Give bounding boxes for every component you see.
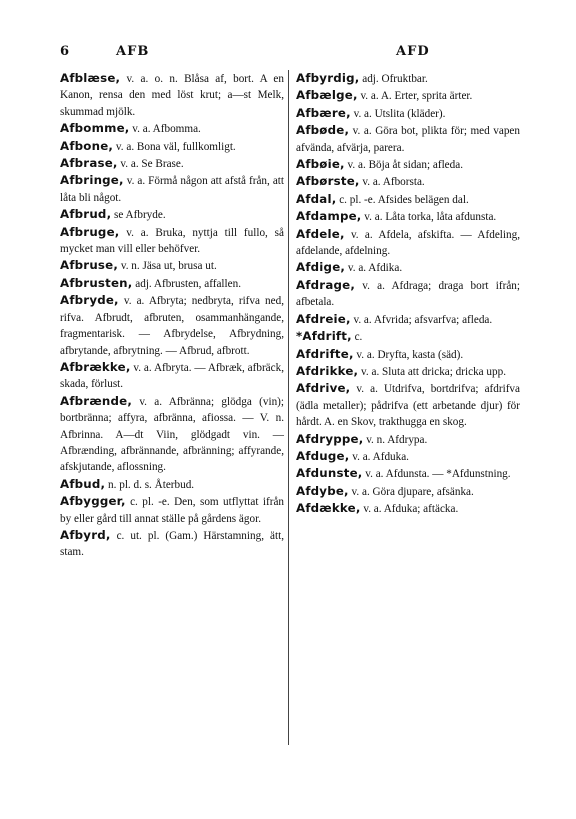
entry-definition: v. a. Förmå någon att afstå från, att låta bli något. — [60, 175, 284, 204]
page-header — [60, 44, 540, 64]
dictionary-entry — [60, 120, 284, 137]
entry-definition: v. n. Jäsa ut, brusa ut. — [118, 260, 217, 273]
entry-definition: v. a. A. Erter, sprita ärter. — [357, 90, 473, 103]
dictionary-entry — [60, 527, 284, 561]
dictionary-entry — [296, 70, 520, 87]
entry-headword: Afdække, — [296, 501, 361, 516]
dictionary-entry — [296, 311, 520, 328]
dictionary-entry — [296, 277, 520, 311]
entry-headword: *Afdrift, — [296, 329, 352, 344]
dictionary-entry — [60, 493, 284, 527]
dictionary-entry — [296, 380, 520, 430]
entry-headword: Afbringe, — [60, 173, 124, 188]
dictionary-entry — [296, 346, 520, 363]
entry-definition: v. a. Dryfta, kasta (säd). — [353, 348, 464, 361]
entry-headword: Afbære, — [296, 105, 351, 120]
left-running-head: AFB — [116, 44, 150, 59]
dictionary-entry — [60, 138, 284, 155]
dictionary-entry — [296, 173, 520, 190]
entry-headword: Afdrikke, — [296, 363, 359, 378]
entry-definition: v. a. Afborsta. — [359, 176, 425, 189]
entry-definition: n. pl. d. s. Återbud. — [105, 478, 195, 491]
entry-headword: Afdreie, — [296, 311, 351, 326]
entry-headword: Afbyrdig, — [296, 71, 360, 85]
entry-headword: Afdrage, — [296, 277, 356, 292]
dictionary-entry — [60, 476, 284, 493]
entry-headword: Afbyrd, — [60, 527, 111, 542]
left-column — [60, 70, 284, 561]
entry-definition: v. a. Utdrifva, bortdrifva; afdrifva (ädla metaller); pådrifva (ett arbetande djur) för hårdt. A. en Skov, trakthugga en skog. — [296, 383, 520, 429]
dictionary-entry — [296, 105, 520, 122]
entry-headword: Afbøie, — [296, 157, 345, 172]
dictionary-entry — [296, 191, 520, 208]
entry-headword: Afbomme, — [60, 121, 130, 136]
entry-definition: v. a. Göra djupare, afsänka. — [348, 485, 474, 498]
entry-definition: v. a. Afdraga; draga bort ifrån; afbetala. — [296, 279, 520, 309]
entry-definition: v. a. Göra bot, plikta för; med vapen afvända, afvärja, parera. — [296, 125, 520, 154]
entry-headword: Afdal, — [296, 191, 337, 206]
entry-headword: Afdampe, — [296, 209, 362, 224]
entry-definition: v. a. Afdunsta. — *Afdunstning. — [362, 468, 511, 481]
dictionary-entry — [296, 465, 520, 482]
entry-definition: v. a. Afvrida; afsvarfva; afleda. — [350, 313, 493, 326]
entry-headword: Afbrud, — [60, 207, 112, 222]
right-column — [296, 70, 520, 518]
entry-definition: v. a. Böja åt sidan; afleda. — [344, 159, 464, 172]
dictionary-entry — [296, 156, 520, 173]
dictionary-entry — [296, 208, 520, 225]
entry-headword: Afdybe, — [296, 483, 349, 498]
entry-definition: se Afbryde. — [111, 209, 166, 222]
entry-definition: v. a. Afdika. — [345, 262, 403, 275]
entry-definition: v. a. o. n. Blåsa af, bort. A en Kanon, rensa den med löst krut; a—st Melk, skummad mjölk. — [60, 73, 284, 118]
entry-definition: v. a. Afbränna; glödga (vin); bortbränna; affyra, afbränna, afiossa. — V. n. Afbrinna. A—dt Viin, glödgadt vin. — Afbrænding, afbrännande, afbränning; affyrande, afskjutande, aflossning. — [60, 395, 284, 474]
entry-headword: Afdele, — [296, 226, 345, 241]
entry-definition: v. a. Bona väl, fullkomligt. — [113, 140, 236, 153]
entry-headword: Afbrænde, — [60, 393, 133, 408]
entry-definition: v. a. Afdela, afskifta. — Afdeling, afdelande, afdelning. — [296, 228, 520, 258]
dictionary-entry — [60, 393, 284, 476]
entry-headword: Afbælge, — [296, 88, 358, 103]
dictionary-entry — [60, 206, 284, 223]
entry-definition: adj. Ofruktbar. — [359, 73, 428, 85]
dictionary-entry — [60, 292, 284, 359]
dictionary-entry — [296, 226, 520, 260]
entry-definition: v. a. Se Brase. — [117, 158, 184, 171]
entry-headword: Afblæse, — [60, 71, 121, 85]
page-number: 6 — [60, 44, 70, 59]
entry-headword: Afbygger, — [60, 494, 126, 509]
dictionary-entry — [60, 275, 284, 292]
dictionary-entry — [60, 359, 284, 393]
entry-definition: c. pl. -e. Afsides belägen dal. — [336, 193, 469, 206]
dictionary-entry — [296, 87, 520, 104]
entry-headword: Afdrifte, — [296, 346, 354, 361]
entry-definition: v. a. Utslita (kläder). — [350, 107, 446, 120]
entry-definition: c. ut. pl. (Gam.) Härstamning, ätt, stam. — [60, 529, 284, 559]
dictionary-entry — [296, 448, 520, 465]
dictionary-entry — [296, 259, 520, 276]
entry-headword: Afbud, — [60, 476, 106, 491]
entry-headword: Afdunste, — [296, 466, 363, 481]
dictionary-entry — [296, 363, 520, 380]
right-running-head: AFD — [396, 44, 430, 59]
dictionary-entry — [60, 257, 284, 274]
entry-definition: c. pl. -e. Den, som utflyttat ifrån by eller gård till annat ställe på gårdens ägor. — [60, 496, 284, 525]
entry-headword: Afbruse, — [60, 258, 119, 273]
entry-definition: v. a. Låta torka, låta afdunsta. — [361, 211, 497, 224]
dictionary-entry — [296, 431, 520, 448]
entry-headword: Afbørste, — [296, 174, 360, 189]
entry-headword: Afdrive, — [296, 381, 351, 396]
dictionary-entry — [60, 70, 284, 120]
entry-definition: v. a. Afbryta. — Afbræk, afbräck, skada, förlust. — [60, 361, 284, 391]
entry-headword: Afduge, — [296, 448, 350, 463]
entry-headword: Afdryppe, — [296, 431, 364, 446]
entry-headword: Afbone, — [60, 138, 114, 153]
dictionary-entry — [296, 122, 520, 156]
entry-definition: v. a. Afbomma. — [129, 123, 201, 136]
entry-headword: Afbrase, — [60, 156, 118, 171]
entry-headword: Afbøde, — [296, 123, 350, 138]
entry-definition: v. a. Sluta att dricka; dricka upp. — [358, 365, 507, 378]
dictionary-entry — [296, 328, 520, 345]
entry-headword: Afbrække, — [60, 359, 131, 374]
dictionary-entry — [60, 155, 284, 172]
entry-definition: c. — [351, 331, 363, 344]
dictionary-entry — [60, 224, 284, 258]
dictionary-entry — [296, 483, 520, 500]
entry-definition: v. n. Afdrypa. — [363, 433, 428, 446]
entry-definition: adj. Afbrusten, affallen. — [132, 277, 241, 290]
entry-headword: Afbryde, — [60, 293, 119, 308]
dictionary-entry — [60, 172, 284, 206]
entry-definition: v. a. Bruka, nyttja till fullo, så mycket man vill eller behöfver. — [60, 226, 284, 256]
entry-headword: Afbruge, — [60, 224, 120, 239]
entry-headword: Afdige, — [296, 260, 346, 275]
column-divider — [288, 70, 289, 745]
entry-headword: Afbrusten, — [60, 275, 133, 290]
dictionary-entry — [296, 500, 520, 517]
entry-definition: v. a. Afduka; aftäcka. — [360, 503, 459, 516]
entry-definition: v. a. Afbryta; nedbryta, rifva ned, rifva. Afbrudt, afbruten, osammanhängande, fragmentarisk. — Afbrydelse, Afbrydning, afbrytande, afbrytning. — Afbrud, afbrott. — [60, 295, 284, 357]
entry-definition: v. a. Afduka. — [349, 450, 409, 463]
